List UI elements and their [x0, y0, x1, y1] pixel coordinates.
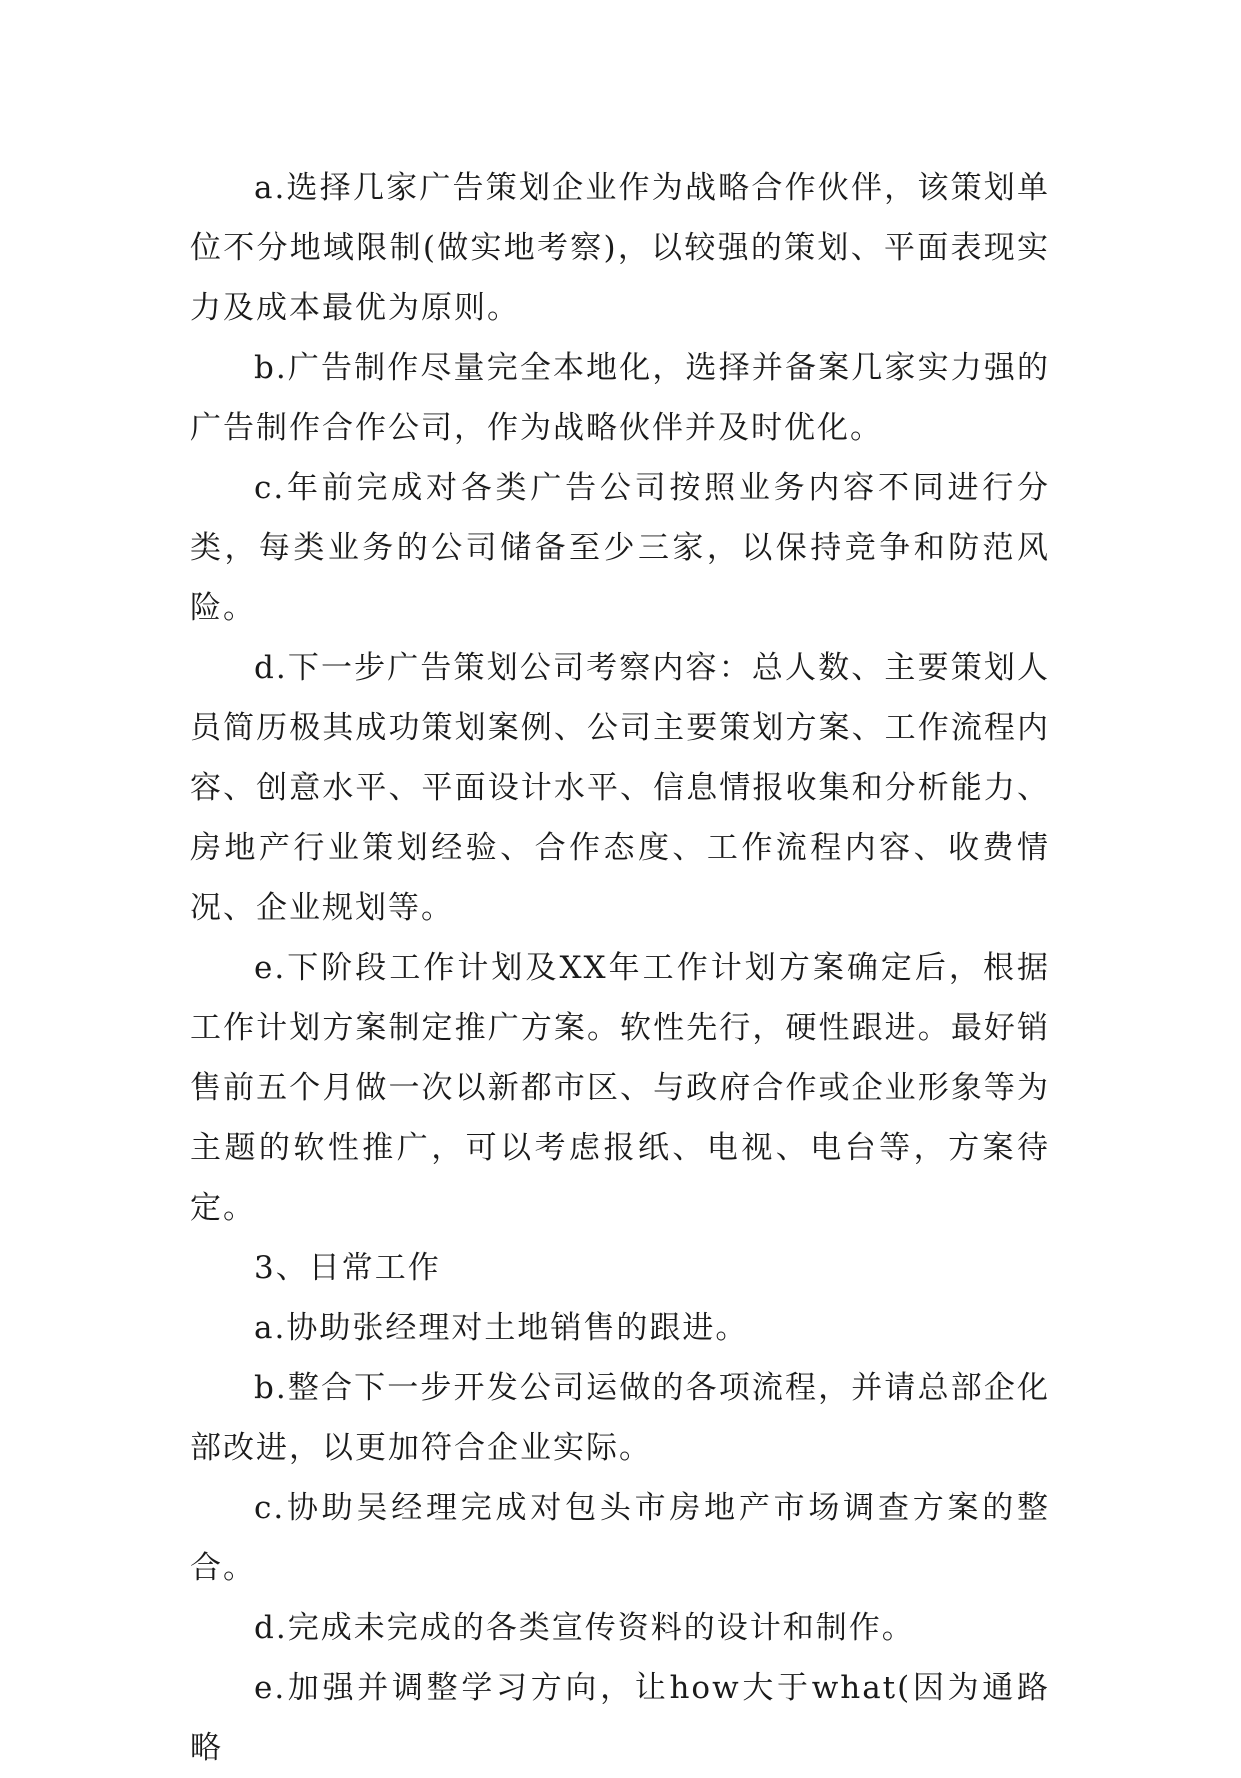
- paragraph-agency-classification: c.年前完成对各类广告公司按照业务内容不同进行分类，每类业务的公司储备至少三家，以保持竞争和防范风险。: [190, 470, 1050, 626]
- paragraph-process-integration: b.整合下一步开发公司运做的各项流程，并请总部企化部改进，以更加符合企业实际。: [190, 1370, 1050, 1466]
- paragraph-market-survey: c.协助吴经理完成对包头市房地产市场调查方案的整合。: [190, 1490, 1050, 1586]
- paragraph-agency-review: d.下一步广告策划公司考察内容：总人数、主要策划人员简历极其成功策划案例、公司主要策划方案、工作流程内容、创意水平、平面设计水平、信息情报收集和分析能力、房地产行业策划经验、合作态度、工作流程内容、收费情况、企业规划等。: [190, 650, 1050, 926]
- paragraph-learning-direction: e.加强并调整学习方向，让how大于what(因为通路略: [190, 1670, 1050, 1766]
- section-heading-daily-work: 3、日常工作: [254, 1250, 441, 1286]
- paragraph-promotion-plan: e.下阶段工作计划及XX年工作计划方案确定后，根据工作计划方案制定推广方案。软性先行，硬性跟进。最好销售前五个月做一次以新都市区、与政府合作或企业形象等为主题的软性推广，可以考虑报纸、电视、电台等，方案待定。: [190, 950, 1050, 1226]
- paragraph-ad-production: b.广告制作尽量完全本地化，选择并备案几家实力强的广告制作合作公司，作为战略伙伴并及时优化。: [190, 350, 1050, 446]
- paragraph-strategic-partners: a.选择几家广告策划企业作为战略合作伙伴，该策划单位不分地域限制(做实地考察)，以较强的策划、平面表现实力及成本最优为原则。: [190, 170, 1050, 326]
- document-body: [190, 158, 1050, 1778]
- paragraph-promo-materials: d.完成未完成的各类宣传资料的设计和制作。: [254, 1610, 915, 1646]
- paragraph-land-sales: a.协助张经理对土地销售的跟进。: [254, 1310, 749, 1346]
